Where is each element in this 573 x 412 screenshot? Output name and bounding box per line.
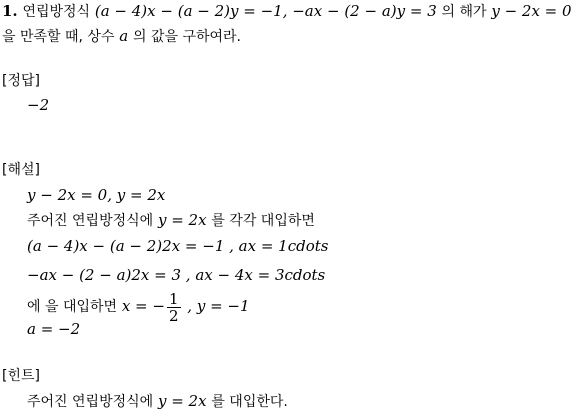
hint-equation: y = 2x (157, 392, 207, 410)
solution-equation: (a − 4)x − (a − 2)2x = −1 , ax = 1cdots (27, 237, 329, 255)
solution-step-3 (27, 236, 329, 256)
solution-equation: a = −2 (27, 320, 81, 338)
hint-label: [힌트] (2, 368, 40, 384)
solution-step-4 (27, 265, 325, 285)
solution-equation: x = − (121, 297, 165, 315)
solution-step-6 (27, 319, 80, 339)
problem-text: 의 해가 (441, 4, 487, 20)
solution-equation: y = 2x (157, 211, 207, 229)
problem-line-1 (2, 1, 572, 22)
hint-text: 를 대입한다. (211, 394, 288, 410)
problem-text: 연립방정식 (22, 4, 91, 20)
answer-label: [정답] (2, 73, 40, 89)
problem-condition: y − 2x = 0 (491, 2, 572, 20)
solution-text: 에 을 대입하면 (27, 299, 118, 315)
problem-text: 의 값을 구하여라. (132, 29, 242, 45)
fraction-denominator: 2 (168, 306, 179, 325)
answer-value (27, 95, 49, 115)
solution-equation: −ax − (2 − a)2x = 3 , ax − 4x = 3cdots (27, 266, 326, 284)
solution-text: 를 각각 대입하면 (211, 213, 315, 229)
problem-equation: (a − 4)x − (a − 2)y = −1, −ax − (2 − a)y = 3 (94, 2, 437, 20)
fraction-numerator: 1 (168, 289, 179, 308)
fraction (167, 291, 181, 324)
solution-equation: , y = −1 (187, 297, 250, 315)
solution-text: 주어진 연립방정식에 (27, 213, 154, 229)
problem-line-2 (2, 26, 241, 47)
problem-variable: a (119, 27, 129, 45)
solution-step-1 (27, 185, 165, 205)
answer-number: −2 (27, 96, 50, 114)
hint-text: 주어진 연립방정식에 (27, 394, 154, 410)
solution-label: [해설] (2, 162, 40, 178)
solution-step-2 (27, 210, 315, 231)
problem-text: 을 만족할 때, 상수 (2, 29, 115, 45)
solution-equation: y − 2x = 0, y = 2x (27, 186, 166, 204)
problem-number: 1. (2, 2, 18, 20)
